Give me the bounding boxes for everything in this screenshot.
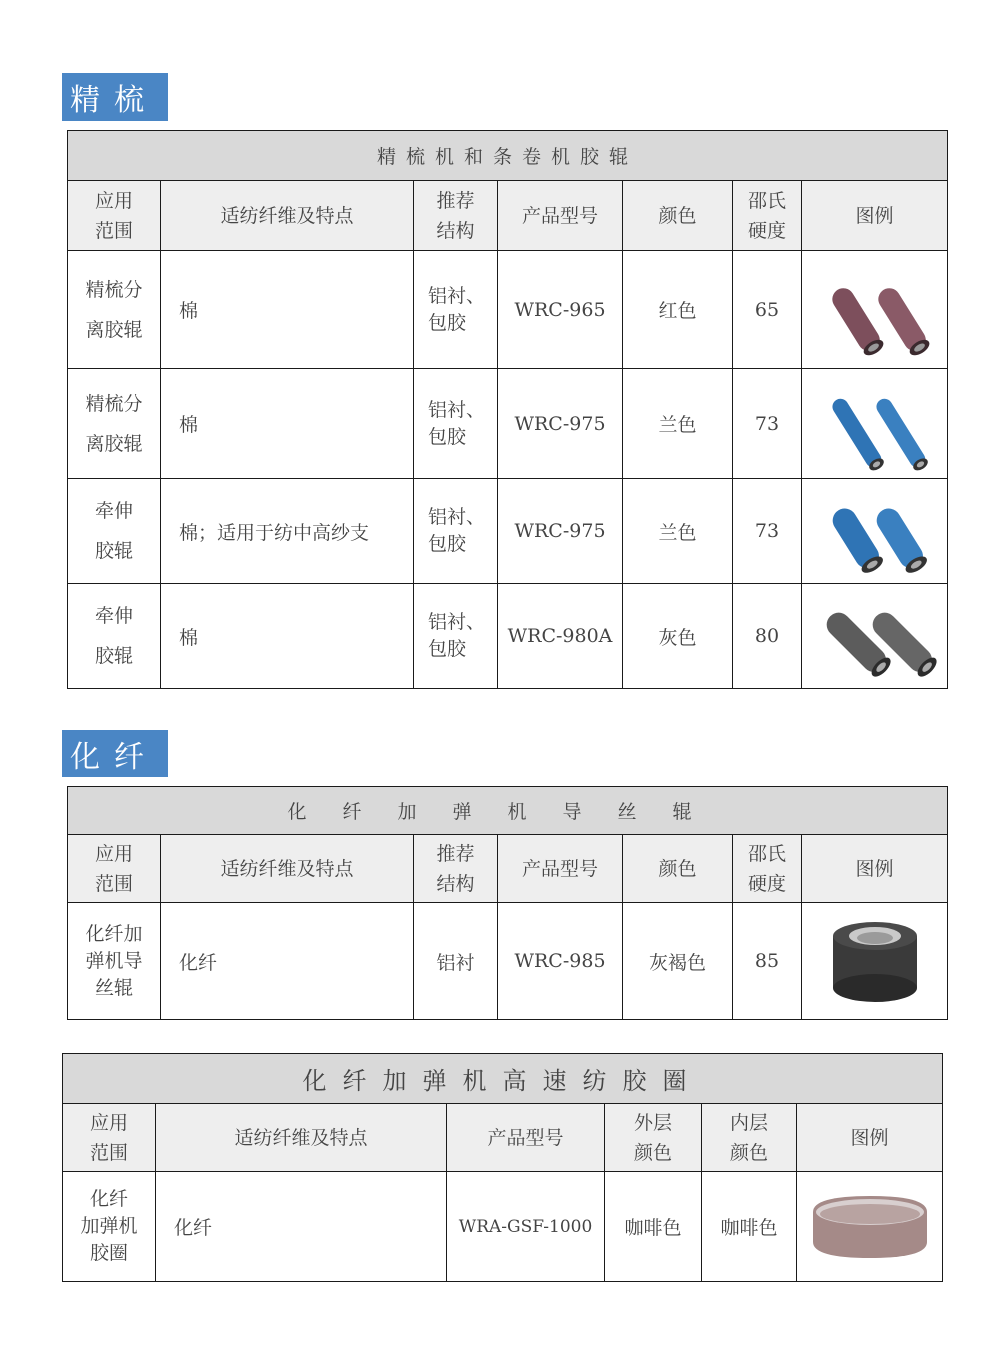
model-cell: WRA-GSF-1000 — [447, 1172, 605, 1282]
struct-cell: 铝衬、 包胶 — [414, 369, 498, 479]
fiber-cell: 化纤 — [161, 903, 414, 1020]
app-cell: 精梳分 离胶辊 — [68, 251, 161, 369]
fiber-cell: 棉 — [161, 369, 414, 479]
struct-cell: 铝衬、 包胶 — [414, 251, 498, 369]
section-tag-label: 精梳 — [70, 83, 158, 118]
struct-cell: 铝衬 — [414, 903, 498, 1020]
header-image: 图例 — [802, 181, 948, 251]
header-color: 颜色 — [623, 835, 733, 903]
maroon-roller-pair-icon — [810, 260, 940, 360]
app-cell: 精梳分 离胶辊 — [68, 369, 161, 479]
app-cell: 牵伸 胶辊 — [68, 479, 161, 584]
hardness-cell: 85 — [733, 903, 802, 1020]
header-model: 产品型号 — [447, 1104, 605, 1172]
app-cell: 化纤 加弹机 胶圈 — [63, 1172, 156, 1282]
table-title: 化纤加弹机高速纺胶圈 — [63, 1054, 943, 1104]
guide-roller-table — [67, 786, 948, 1020]
hardness-cell: 65 — [733, 251, 802, 369]
combing-roller-table — [67, 130, 948, 689]
table-title: 精梳机和条卷机胶辊 — [68, 131, 948, 181]
hardness-cell: 73 — [733, 479, 802, 584]
struct-cell: 铝衬、 包胶 — [414, 479, 498, 584]
blue-roller-pair-icon — [810, 485, 940, 577]
image-cell — [802, 369, 948, 479]
header-outer-color: 外层 颜色 — [605, 1104, 702, 1172]
header-hardness: 邵氏 硬度 — [733, 835, 802, 903]
header-app: 应用 范围 — [68, 181, 161, 251]
image-cell — [797, 1172, 943, 1282]
model-cell: WRC-975 — [498, 479, 623, 584]
model-cell: WRC-965 — [498, 251, 623, 369]
header-image: 图例 — [797, 1104, 943, 1172]
apron-table — [62, 1053, 943, 1282]
hardness-cell: 73 — [733, 369, 802, 479]
header-model: 产品型号 — [498, 181, 623, 251]
fiber-cell: 棉；适用于纺中高纱支 — [161, 479, 414, 584]
image-cell — [802, 584, 948, 689]
hardness-cell: 80 — [733, 584, 802, 689]
image-cell — [802, 251, 948, 369]
header-app: 应用 范围 — [68, 835, 161, 903]
app-cell: 牵伸 胶辊 — [68, 584, 161, 689]
table-row — [68, 479, 948, 584]
color-cell: 灰色 — [623, 584, 733, 689]
fiber-cell: 化纤 — [156, 1172, 447, 1282]
header-struct: 推荐 结构 — [414, 181, 498, 251]
header-fiber: 适纺纤维及特点 — [161, 181, 414, 251]
image-cell — [802, 479, 948, 584]
app-cell: 化纤加 弹机导 丝辊 — [68, 903, 161, 1020]
color-cell: 灰褐色 — [623, 903, 733, 1020]
model-cell: WRC-980A — [498, 584, 623, 689]
image-cell — [802, 903, 948, 1020]
gray-roller-pair-icon — [810, 590, 940, 682]
header-struct: 推荐 结构 — [414, 835, 498, 903]
table-title: 化纤加弹机导丝辊 — [68, 787, 948, 835]
section-tag-chemical — [62, 730, 168, 777]
header-model: 产品型号 — [498, 835, 623, 903]
outer-color-cell: 咖啡色 — [605, 1172, 702, 1282]
table-row — [68, 369, 948, 479]
table-row — [68, 584, 948, 689]
section-tag-label: 化纤 — [70, 739, 158, 775]
table-row — [68, 251, 948, 369]
color-cell: 红色 — [623, 251, 733, 369]
color-cell: 兰色 — [623, 479, 733, 584]
header-fiber: 适纺纤维及特点 — [161, 835, 414, 903]
struct-cell: 铝衬、 包胶 — [414, 584, 498, 689]
table-row — [68, 903, 948, 1020]
blue-roller-pair-icon — [810, 376, 940, 472]
color-cell: 兰色 — [623, 369, 733, 479]
header-image: 图例 — [802, 835, 948, 903]
guide-roller-icon — [825, 918, 925, 1004]
table-row — [63, 1172, 943, 1282]
fiber-cell: 棉 — [161, 251, 414, 369]
fiber-cell: 棉 — [161, 584, 414, 689]
section-tag-combing — [62, 73, 168, 121]
header-inner-color: 内层 颜色 — [702, 1104, 797, 1172]
apron-ring-icon — [805, 1184, 935, 1270]
inner-color-cell: 咖啡色 — [702, 1172, 797, 1282]
header-app: 应用 范围 — [63, 1104, 156, 1172]
header-fiber: 适纺纤维及特点 — [156, 1104, 447, 1172]
header-color: 颜色 — [623, 181, 733, 251]
header-hardness: 邵氏 硬度 — [733, 181, 802, 251]
model-cell: WRC-985 — [498, 903, 623, 1020]
model-cell: WRC-975 — [498, 369, 623, 479]
